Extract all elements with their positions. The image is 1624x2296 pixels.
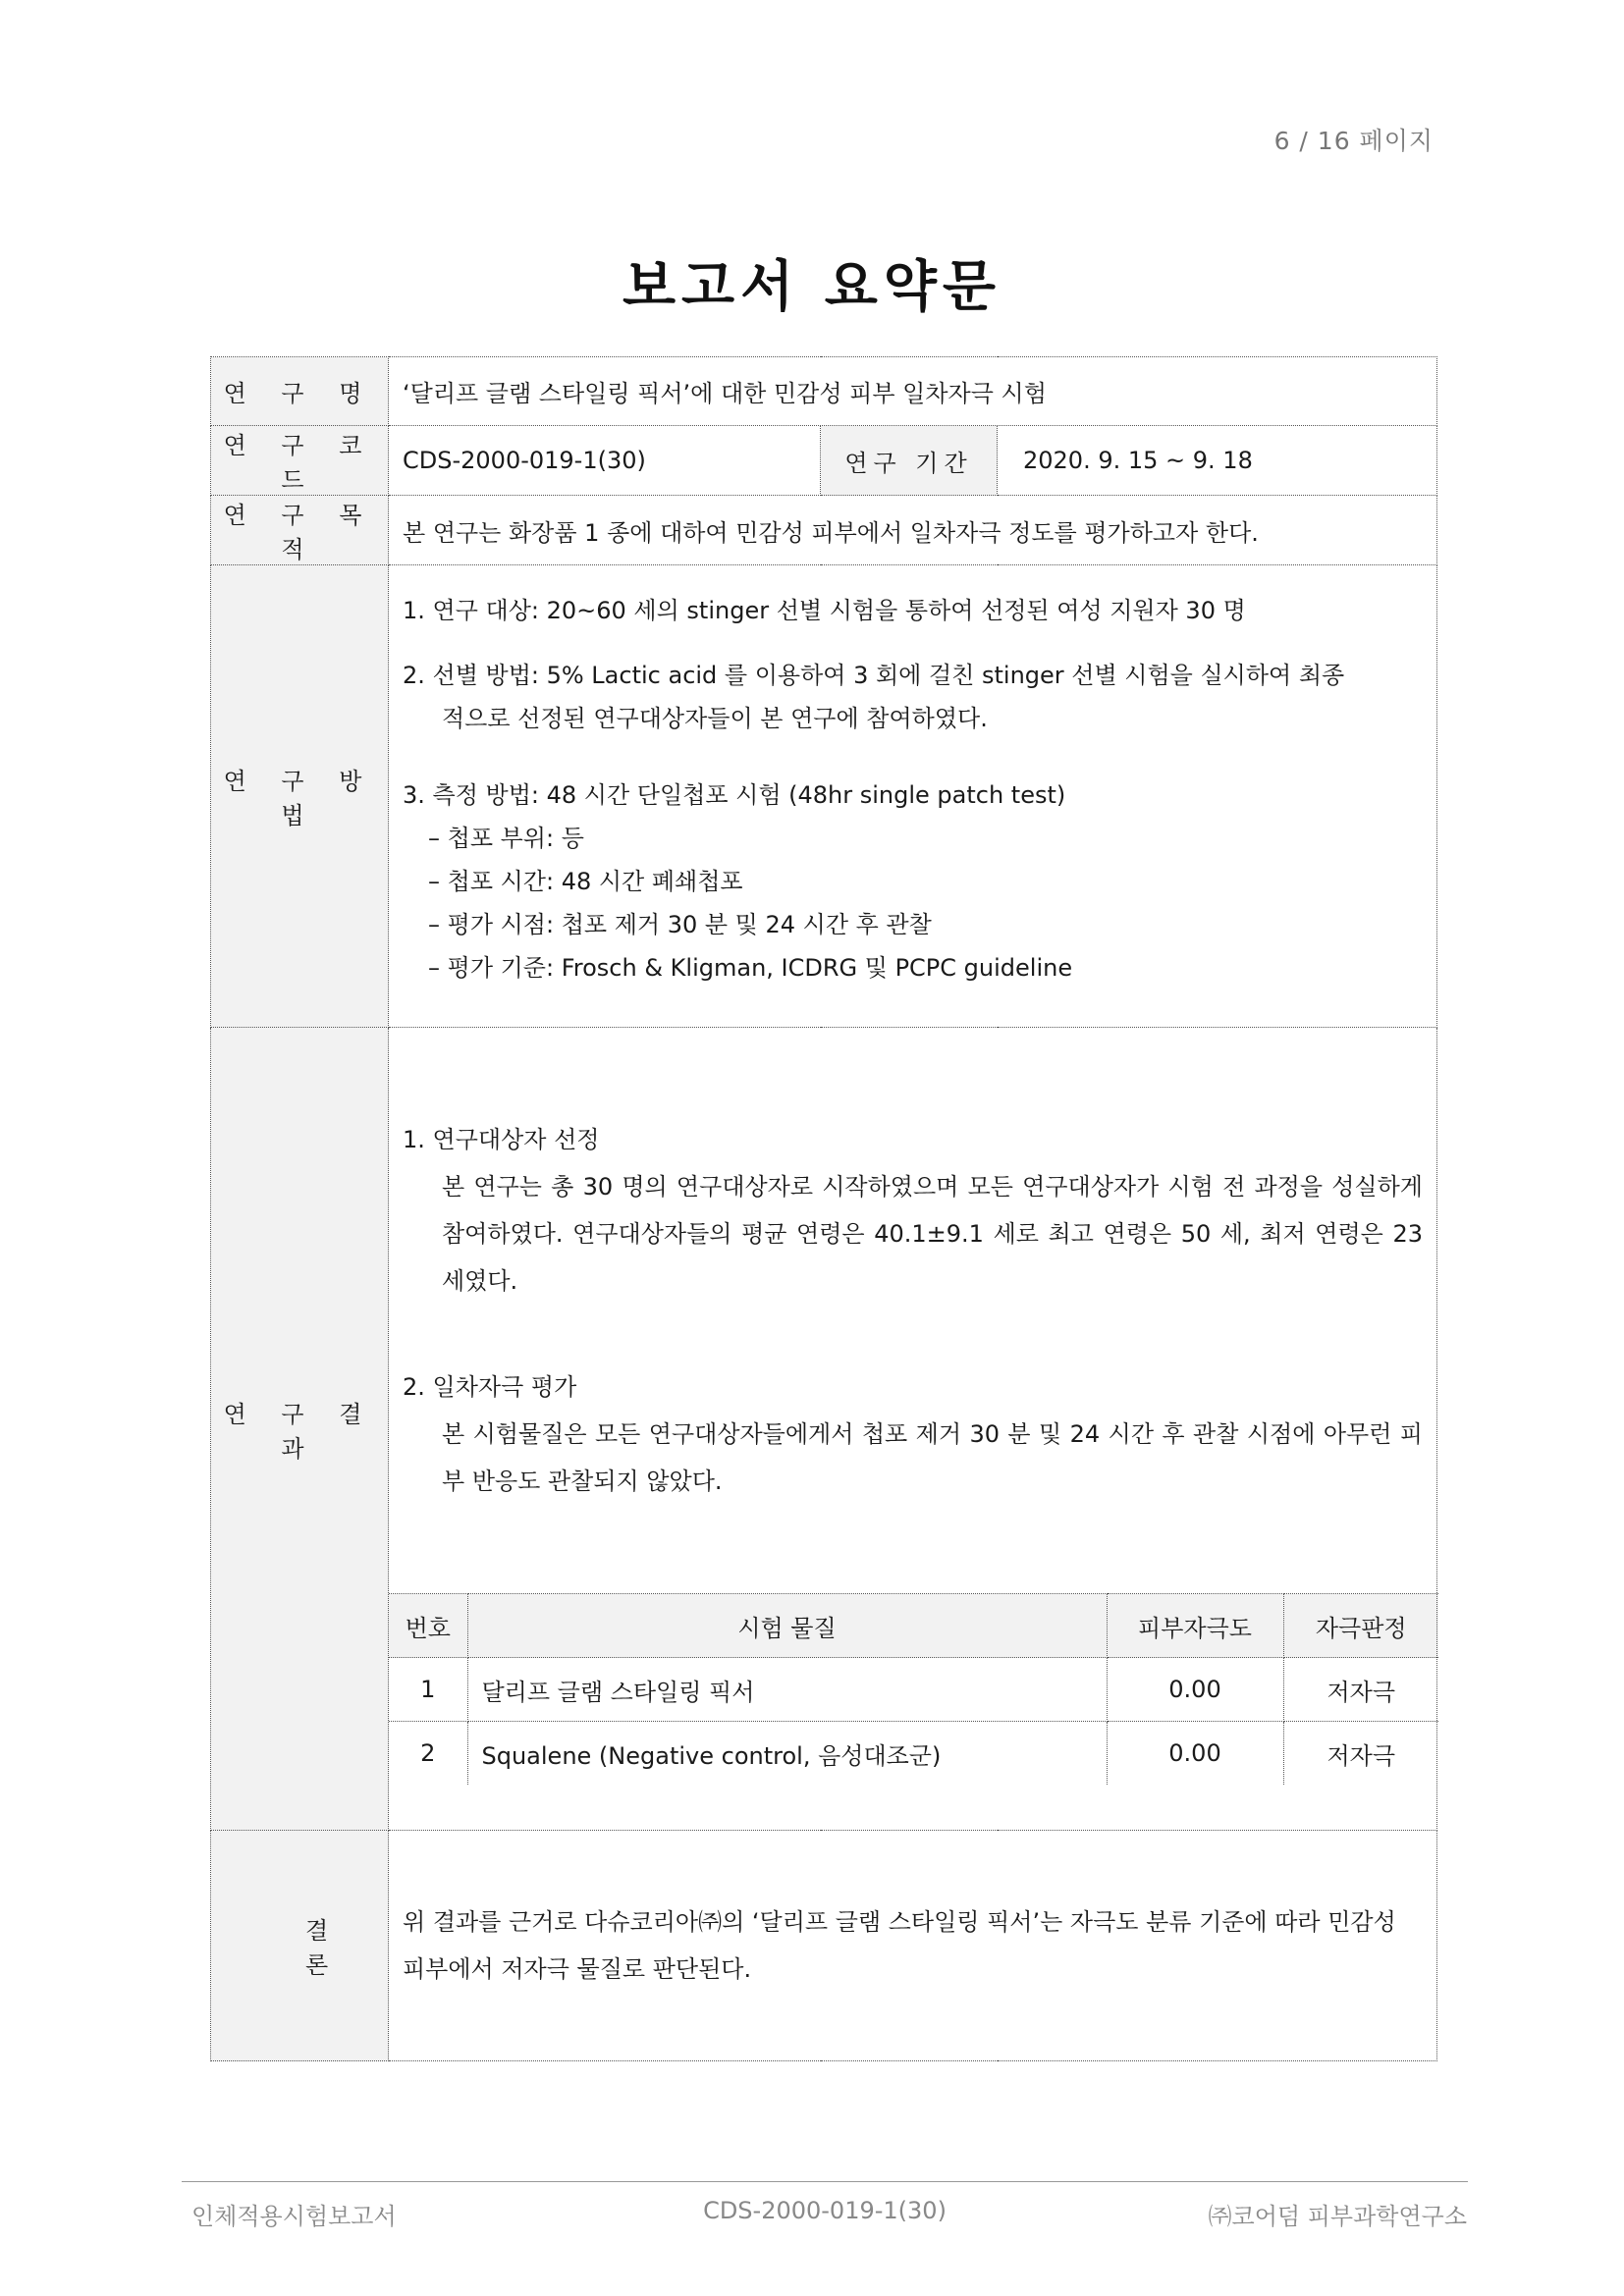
study-name-label: 연 구 명: [211, 357, 389, 426]
table-row: [389, 1722, 1438, 1786]
method-item-2-cont: 적으로 선정된 연구대상자들이 본 연구에 참여하였다.: [442, 705, 988, 732]
conclusion-label: 결 론: [211, 1831, 389, 2061]
study-result-content: [389, 1028, 1437, 1831]
row-judgment: 저자극: [1283, 1722, 1438, 1786]
method-sub-3: – 평가 시점: 첩포 제거 30 분 및 24 시간 후 관찰: [428, 911, 932, 938]
row-material: 달리프 글램 스타일링 픽서: [467, 1658, 1107, 1722]
header-test-material: 시험 물질: [467, 1594, 1107, 1658]
study-name-row: [211, 357, 1437, 426]
document-title: 보고서 요약문: [622, 255, 1002, 319]
method-item-2: 2. 선별 방법: 5% Lactic acid 를 이용하여 3 회에 걸친 stinger 선별 시험을 실시하여 최종: [403, 662, 1345, 689]
study-result-row: [211, 1028, 1437, 1831]
method-sub-2: – 첩포 시간: 48 시간 폐쇄첩포: [428, 868, 743, 895]
header-irritation-judgment: 자극판정: [1283, 1594, 1438, 1658]
study-purpose-value: 본 연구는 화장품 1 종에 대하여 민감성 피부에서 일차자극 정도를 평가하고자 한다.: [389, 496, 1437, 565]
result-section-2-body: 본 시험물질은 모든 연구대상자들에게서 첩포 제거 30 분 및 24 시간 후 관찰 시점에 아무런 피부 반응도 관찰되지 않았다.: [442, 1420, 1423, 1495]
report-summary-table: [210, 356, 1437, 2061]
footer-center: CDS-2000-019-1(30): [703, 2197, 947, 2224]
study-name-value: ‘달리프 글램 스타일링 픽서’에 대한 민감성 피부 일차자극 시험: [389, 357, 1437, 426]
conclusion-value: 위 결과를 근거로 다슈코리아㈜의 ‘달리프 글램 스타일링 픽서’는 자극도 분류 기준에 따라 민감성 피부에서 저자극 물질로 판단된다.: [389, 1831, 1437, 2061]
method-item-3: 3. 측정 방법: 48 시간 단일첩포 시험 (48hr single patch test): [403, 781, 1066, 809]
table-row: [389, 1658, 1438, 1722]
study-code-label: 연 구 코 드: [211, 426, 389, 496]
row-irritation-index: 0.00: [1107, 1658, 1283, 1722]
study-purpose-row: [211, 496, 1437, 565]
result-section-2-title: 2. 일차자극 평가: [403, 1373, 577, 1401]
footer-divider: [182, 2181, 1468, 2182]
conclusion-row: [211, 1831, 1437, 2061]
study-method-label: 연 구 방 법: [211, 565, 389, 1028]
header-number: 번호: [389, 1594, 467, 1658]
method-sub-4: – 평가 기준: Frosch & Kligman, ICDRG 및 PCPC guideline: [428, 954, 1073, 982]
results-table-header: [389, 1594, 1438, 1658]
study-period-label: 연구 기간: [821, 426, 998, 496]
method-item-1: 1. 연구 대상: 20~60 세의 stinger 선별 시험을 통하여 선정된 여성 지원자 30 명: [403, 597, 1246, 624]
footer-right: ㈜코어덤 피부과학연구소: [1208, 2203, 1467, 2230]
study-result-label: 연 구 결 과: [211, 1028, 389, 1831]
study-method-row: [211, 565, 1437, 1028]
study-code-row: [211, 426, 1437, 496]
study-method-content: [389, 565, 1437, 1028]
header-irritation-index: 피부자극도: [1107, 1594, 1283, 1658]
row-number: 1: [389, 1658, 467, 1722]
result-section-1-title: 1. 연구대상자 선정: [403, 1126, 600, 1153]
study-purpose-label: 연 구 목 적: [211, 496, 389, 565]
row-number: 2: [389, 1722, 467, 1786]
method-sub-1: – 첩포 부위: 등: [428, 825, 584, 852]
footer-left: 인체적용시험보고서: [191, 2203, 397, 2230]
study-period-value: 2020. 9. 15 ~ 9. 18: [998, 426, 1437, 496]
result-section-1-body: 본 연구는 총 30 명의 연구대상자로 시작하였으며 모든 연구대상자가 시험 전 과정을 성실하게 참여하였다. 연구대상자들의 평균 연령은 40.1±9.1 세로 최고 연령은 50 세, 최저 연령은 23 세였다.: [442, 1173, 1423, 1295]
study-code-value: CDS-2000-019-1(30): [389, 426, 821, 496]
irritation-results-table: [389, 1593, 1438, 1785]
row-irritation-index: 0.00: [1107, 1722, 1283, 1786]
page-number: 6 / 16 페이지: [1273, 127, 1434, 155]
row-judgment: 저자극: [1283, 1658, 1438, 1722]
row-material: Squalene (Negative control, 음성대조군): [467, 1722, 1107, 1786]
